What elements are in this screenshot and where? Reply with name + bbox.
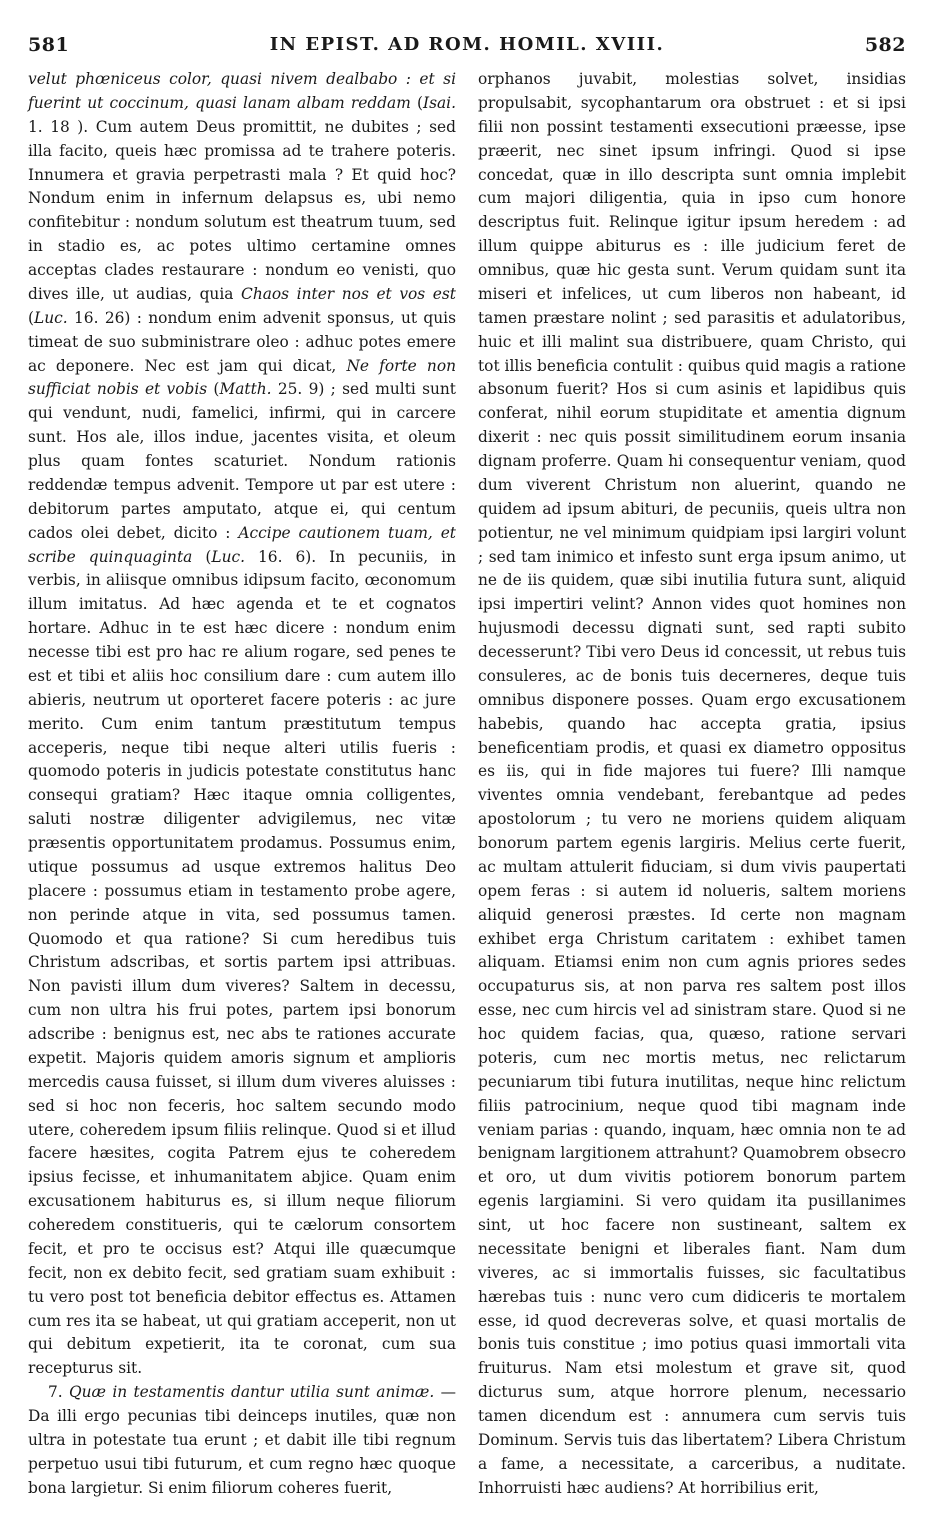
- text-run: (: [410, 93, 424, 112]
- italic-run: Chaos inter nos et vos est: [241, 284, 456, 303]
- italic-run: Ne forte non sufficiat nobis et vobis: [28, 356, 456, 399]
- italic-run: Accipe cautionem tuam, et scribe quinquaginta: [28, 523, 456, 566]
- italic-run: velut phœniceus color, quasi nivem dealbabo : et si fuerint ut coccinum, quasi lanam albam reddam: [28, 70, 456, 112]
- text-run: 25. 9) ; sed multi sunt qui vendunt, nudi, famelici, infirmi, qui in carcere sunt. Hos ale, illos indue, jacentes visita, et oleum plus quam fontes scaturiet. Nondum rationis reddendæ tempus advenit. Tempore ut par est utere : debitorum partes amputato, atque ei, qui centum cados olei debet, dicito :: [28, 380, 456, 542]
- italic-run: Matth.: [219, 380, 272, 399]
- text-run: (: [207, 380, 220, 399]
- text-run: 16. 26) : nondum enim advenit sponsus, ut quis timeat de suo subministrare oleo : adhuc potes emere ac deponere. Nec est jam qui dicat,: [28, 308, 456, 375]
- italic-run: Luc.: [34, 308, 68, 327]
- paragraph: [478, 68, 906, 1501]
- page-number-left: 581: [28, 34, 70, 56]
- text-run: 1. 18 ). Cum autem Deus promittit, ne dubites ; sed illa facito, queis hæc promissa ad te trahere poteris. Innumera et gravia perpetrasti mala ? Et quid hoc? Nondum enim in infernum delapsus es, ubi nemo confitebitur : nondum solutum est theatrum tuum, sed in stadio es, ac potes ultimo certamine omnes acceptas clades restaurare : nondum eo venisti, quo dives ille, ut audias, quia: [28, 117, 456, 303]
- page-header: [28, 30, 906, 62]
- text-run: — Da illi ergo pecunias tibi deinceps inutiles, quæ non ultra in potestate tua erunt ; et dabit ille tibi regnum perpetuo usui tibi futurum, et cum regno hæc quoque bona largietur. Si enim filiorum coheres fuerit,: [28, 1383, 456, 1497]
- page-number-right: 582: [864, 34, 906, 56]
- text-run: 7.: [48, 1383, 70, 1402]
- section-paragraph: [28, 1381, 456, 1500]
- text-run: orphanos juvabit, molestias solvet, insidias propulsabit, sycophantarum ora obstruet : et si ipsi filii non possint testamenti exsecutioni præesse, ipse præerit, nec sinet ipsum infringi. Quod si ipse concedat, quæ in illo descripta sunt omnia implebit cum majori diligentia, quia in ipso cum honore descriptus fuit. Relinque igitur ipsum heredem : ad illum quippe abiturus es : ille judicium feret de omnibus, quæ hic gesta sunt. Verum quidam sunt ita miseri et infelices, ut cum liberos non habeant, id tamen præstare nolint ; sed parasitis et adulatoribus, huic et illi malint sua distribuere, quam Christo, qui tot illis beneficia contulit : quibus quid magis a ratione absonum fuerit? Hos si cum asinis et lapidibus quis conferat, nihil eorum stupiditate et amentia dignum dixerit : nec quis possit similitudinem eorum insania dignam proferre. Quam hi consequentur veniam, quod dum viverent Christum non aluerint, quando ne quidem ad ipsum abituri, de pecuniis, queis ultra non potientur, ne vel minimum quidpiam ipsi largiri volunt ; sed tam inimico et infesto sunt erga ipsum animo, ut ne de iis quidem, quæ sibi inutilia futura sunt, aliquid ipsi impertiri velint? Annon vides quot homines non hujusmodi decessu dignati sunt, sed rapti subito decesserunt? Tibi vero Deus id concessit, ut rebus tuis consuleres, ac de bonis tuis decerneres, deque tuis omnibus disponere posses. Quam ergo excusationem habebis, quando hac accepta gratia, ipsius beneficentiam prodis, et quasi ex diametro oppositus es iis, qui in fide majores tui fuere? Illi namque viventes omnia vendebant, ferebantque ad pedes apostolorum ; tu vero ne moriens quidem aliquam bonorum partem egenis largiris. Melius certe fuerit, ac multam attulerit fiduciam, si dum vivis paupertati opem feras : si autem id nolueris, saltem moriens aliquid generosi præstes. Id certe non magnam exhibet erga Christum caritatem : exhibet tamen aliquam. Etiamsi enim non cum agnis priores sedes occupaturus sis, at non parva res saltem post illos esse, nec cum hircis vel ad sinistram stare. Quod si ne hoc quidem facias, qua, quæso, ratione servari poteris, cum nec mortis metus, nec relictarum pecuniarum tibi futura inutilitas, neque hinc relictum filiis patrocinium, neque quod tibi magnam inde veniam parias : quando, inquam, hæc omnia non te ad benignam largitionem attrahunt? Quamobrem obsecro et oro, ut dum vivitis potiorem bonorum partem egenis largiamini. Si vero quidam ita pusillanimes sint, ut hoc facere non sustineant, saltem ex necessitate benigni et liberales fiant. Nam dum viveres, ac si immortalis fuisses, sic facultatibus hærebas tuis : nunc vero cum didiceris te mortalem esse, id quod decreveras solve, et quasi mortalis de bonis tuis constitue ; imo potius quasi immortali vita fruiturus. Nam etsi molestum et grave sit, quod dicturus sum, atque horrore plenum, necessario tamen dicendum est : annumera cum servis tuis Dominum. Servis tuis das libertatem? Libera Christum a fame, a necessitate, a carceribus, a nuditate. Inhorruisti hæc audiens? At horribilius erit,: [478, 70, 906, 1497]
- text-run: (: [192, 547, 212, 566]
- italic-run: Isai.: [423, 93, 456, 112]
- italic-run: Luc.: [211, 547, 245, 566]
- left-column: [28, 68, 456, 1501]
- paragraph: [28, 68, 456, 1381]
- running-title: IN EPIST. AD ROM. HOMIL. XVIII.: [269, 34, 665, 55]
- italic-run: Quæ in testamentis dantur utilia sunt animæ.: [69, 1383, 435, 1402]
- text-run: 16. 6). In pecuniis, in verbis, in aliisque omnibus idipsum facito, œconomum illum imitatus. Ad hæc agenda et te et cognatos hortare. Adhuc in te est hæc dicere : nondum enim necesse tibi est pro hac re alium rogare, sed penes te est et tibi et aliis hoc consilium dare : cum autem illo abieris, neutrum ut oporteret facere poteris : ac jure merito. Cum enim tantum præstitutum tempus acceperis, neque tibi neque alteri utilis fueris : quomodo poteris in judicis potestate constitutus hanc consequi gratiam? Hæc itaque omnia colligentes, saluti nostræ diligenter advigilemus, nec vitæ præsentis opportunitatem prodamus. Possumus enim, utique possumus ad usque extremos halitus Deo placere : possumus etiam in testamento probe agere, non perinde atque in vita, sed possumus tamen. Quomodo et qua ratione? Si cum heredibus tuis Christum adscribas, et sortis partem ipsi attribuas. Non pavisti illum dum viveres? Saltem in decessu, cum non ultra his frui potes, partem ipsi bonorum adscribe : benignus est, nec abs te rationes accurate expetit. Majoris quidem amoris signum et amplioris mercedis causa fuisset, si illum dum viveres aluisses : sed si hoc non feceris, hoc saltem secundo modo utere, coheredem ipsum filiis relinque. Quod si et illud facere hæsites, cogita Patrem ejus te coheredem ipsius fecisse, et inhumanitatem abjice. Quam enim excusationem habiturus es, si illum neque filiorum coheredem constitueris, qui te cælorum consortem fecit, et pro te occisus est? Atqui ille quæcumque fecit, non ex debito fecit, sed gratiam suam exhibuit : tu vero post tot beneficia debitor effectus es. Attamen cum res ita se habeat, ut qui gratiam acceperit, non ut qui debitum expetierit, ita te coronat, cum sua recepturus sit.: [28, 547, 456, 1378]
- text-run: (: [28, 308, 35, 327]
- right-column: [478, 68, 906, 1501]
